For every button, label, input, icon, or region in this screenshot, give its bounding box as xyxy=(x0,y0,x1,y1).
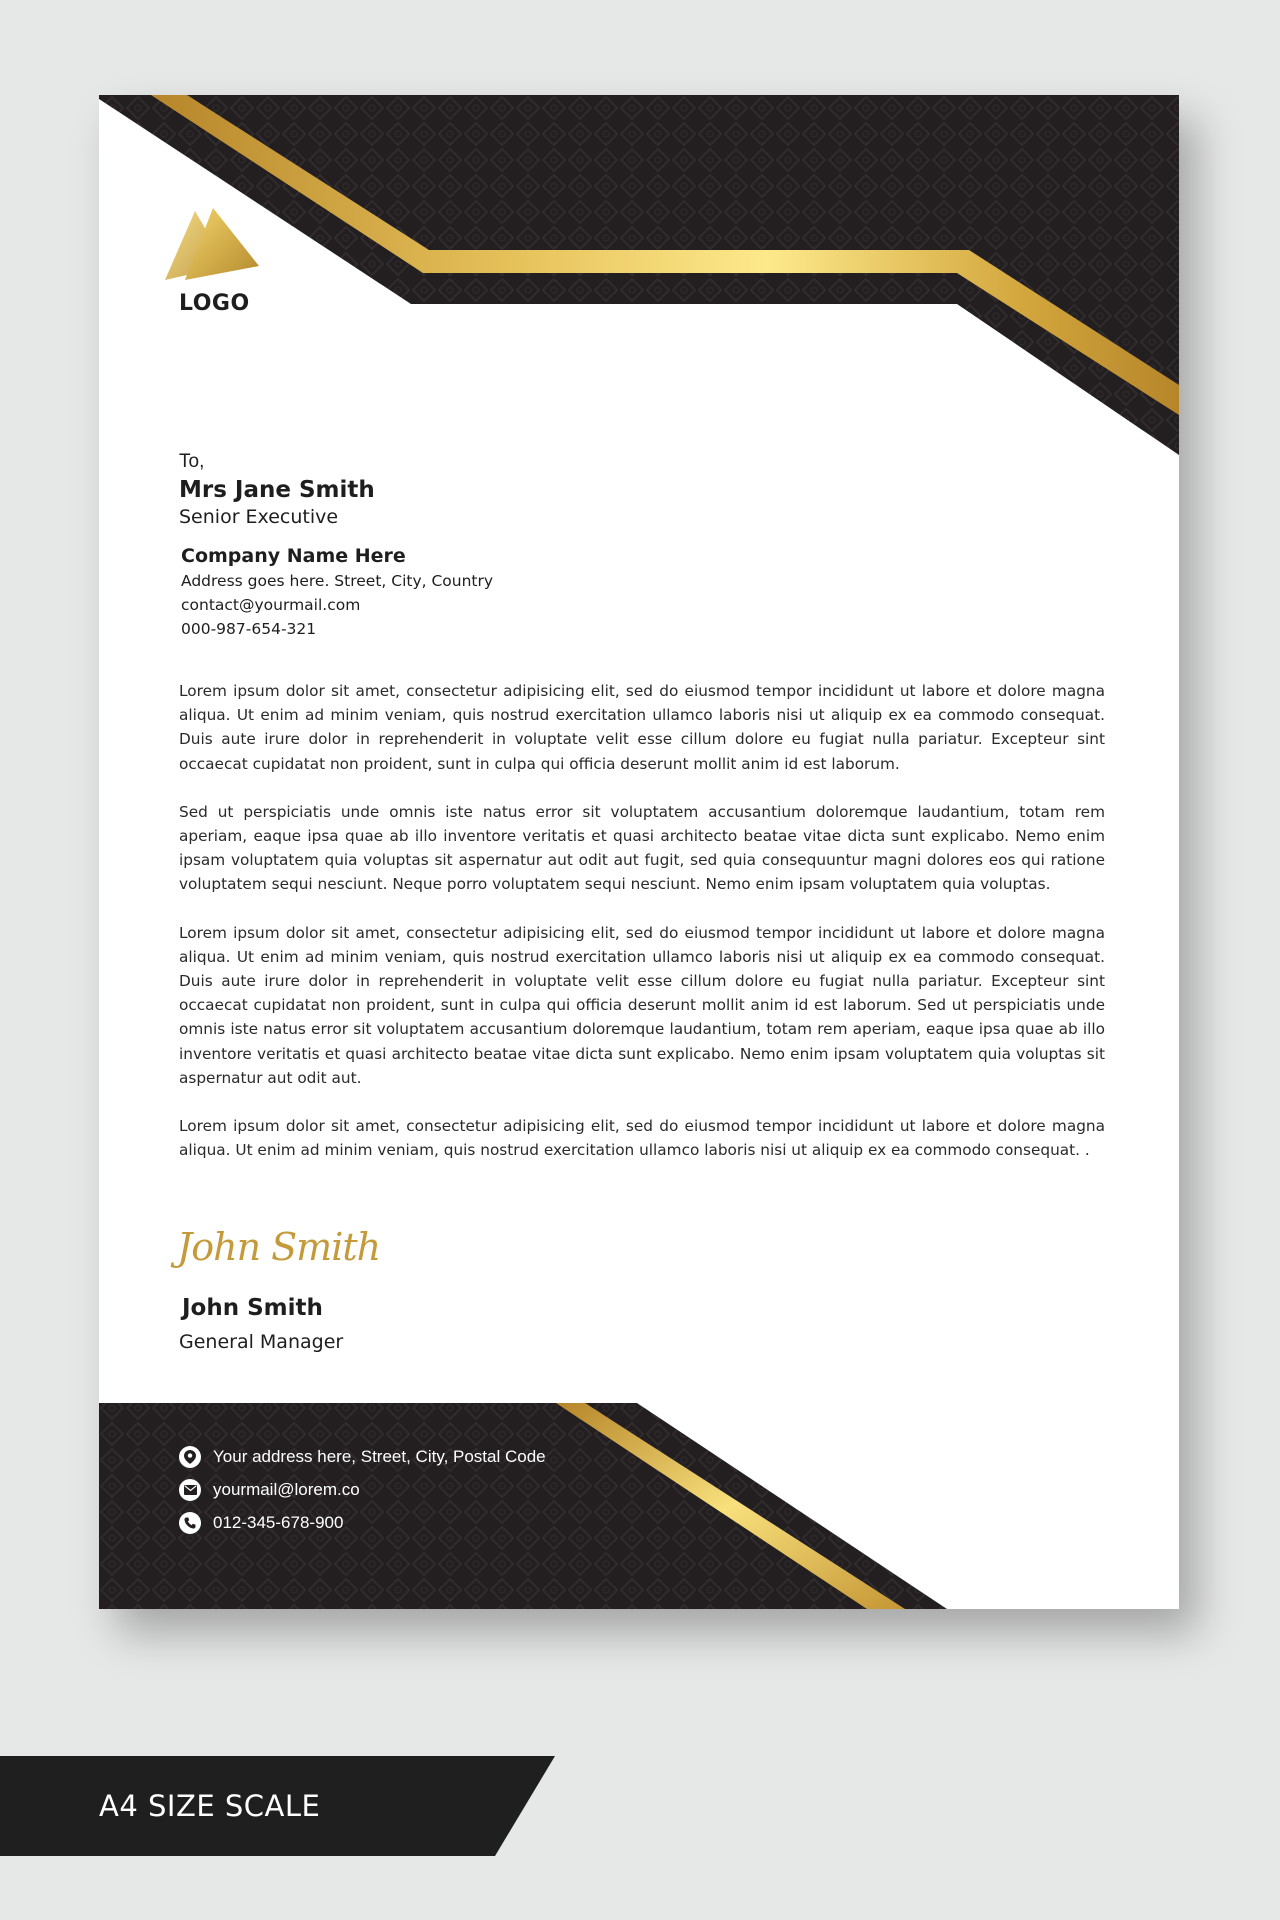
company-phone: 000-987-654-321 xyxy=(181,620,317,638)
paragraph: Lorem ipsum dolor sit amet, consectetur adipisicing elit, sed do eiusmod tempor incididunt ut labore et dolore magna aliqua. Ut enim ad minim veniam, quis nostrud exercitation ullamco laboris nisi ut aliquip ex ea commodo consequat. . xyxy=(179,1117,1105,1160)
company-block xyxy=(181,543,493,641)
letter-body xyxy=(179,679,1105,1186)
logo-label: LOGO xyxy=(179,291,250,316)
footer-email: yourmail@lorem.co xyxy=(213,1479,360,1499)
company-name: Company Name Here xyxy=(181,545,406,567)
phone-icon xyxy=(179,1512,201,1534)
envelope-icon xyxy=(179,1479,201,1501)
company-address: Address goes here. Street, City, Country xyxy=(181,572,494,590)
paragraph: Lorem ipsum dolor sit amet, consectetur adipisicing elit, sed do eiusmod tempor incididunt ut labore et dolore magna aliqua. Ut enim ad minim veniam, quis nostrud exercitation ullamco laboris nisi ut aliquip ex ea commodo consequat. Duis aute irure dolor in reprehenderit in voluptate velit esse cillum dolore eu fugiat nulla pariatur. Excepteur sint occaecat cupidatat non proident, sunt in culpa qui officia deserunt mollit anim id est laborum. Sed ut perspiciatis unde omnis iste natus error sit voluptatem accusantium doloremque laudantium, totam rem aperiam, eaque ipsa quae ab illo inventore veritatis et quasi architecto beatae vitae dicta sunt explicabo. Nemo enim ipsam voluptatem quia voluptas sit aspernatur aut odit aut. xyxy=(179,923,1105,1087)
size-badge-label: A4 SIZE SCALE xyxy=(99,1789,321,1823)
footer-address-row xyxy=(179,1440,546,1473)
footer-email-row xyxy=(179,1473,546,1506)
paragraph: Lorem ipsum dolor sit amet, consectetur adipisicing elit, sed do eiusmod tempor incididunt ut labore et dolore magna aliqua. Ut enim ad minim veniam, quis nostrud exercitation ullamco laboris nisi ut aliquip ex ea commodo consequat. Duis aute irure dolor in reprehenderit in voluptate velit esse cillum dolore eu fugiat nulla pariatur. Excepteur sint occaecat cupidatat non proident, sunt in culpa qui officia deserunt mollit anim id est laborum. xyxy=(179,682,1105,773)
sender-name: John Smith xyxy=(182,1295,323,1321)
sender-title: General Manager xyxy=(179,1331,344,1353)
signature: John Smith xyxy=(177,1225,381,1269)
footer-contact xyxy=(179,1440,546,1539)
salutation: To, xyxy=(179,451,205,472)
paragraph: Sed ut perspiciatis unde omnis iste natus error sit voluptatem accusantium doloremque laudantium, totam rem aperiam, eaque ipsa quae ab illo inventore veritatis et quasi architecto beatae vitae dicta sunt explicabo. Nemo enim ipsam voluptatem quia voluptas sit aspernatur aut odit aut fugit, sed quia consequuntur magni dolores eos qui ratione voluptatem sequi nesciunt. Neque porro voluptatem sequi nesciunt. Nemo enim ipsam voluptatem quia voluptas. xyxy=(179,802,1105,894)
recipient-title: Senior Executive xyxy=(179,506,339,528)
footer-phone: 012-345-678-900 xyxy=(213,1512,344,1532)
company-email: contact@yourmail.com xyxy=(181,596,361,614)
recipient-name: Mrs Jane Smith xyxy=(179,477,375,503)
footer-address: Your address here, Street, City, Postal Code xyxy=(213,1446,546,1466)
logo-mark-icon xyxy=(165,208,265,288)
footer-phone-row xyxy=(179,1506,546,1539)
recipient-block xyxy=(179,450,375,529)
location-pin-icon xyxy=(179,1446,201,1468)
letterhead-sheet xyxy=(99,95,1179,1609)
